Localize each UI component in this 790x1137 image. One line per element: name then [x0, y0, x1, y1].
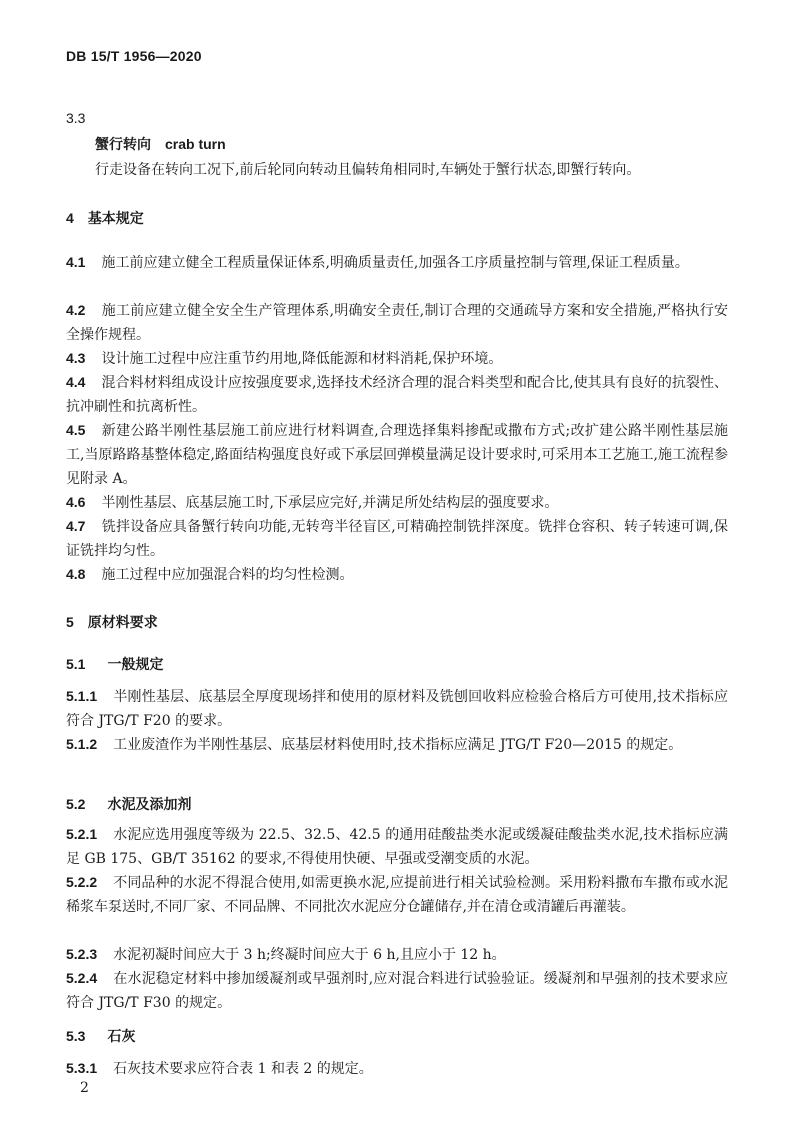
clause-5-2-3 — [66, 942, 728, 967]
clause-number: 5.2.1 — [66, 826, 98, 842]
clause-5-1-1 — [66, 684, 728, 733]
section-title: 石灰 — [107, 1028, 136, 1044]
clause-number: 4.2 — [66, 302, 86, 318]
section-number: 4 — [66, 210, 74, 226]
clause-text: 半刚性基层、底基层施工时,下承层应完好,并满足所处结构层的强度要求。 — [101, 495, 559, 511]
clause-4-4 — [66, 370, 728, 419]
section-5-3-heading — [66, 1024, 728, 1048]
clause-4-1 — [66, 250, 728, 275]
standard-code: DB 15/T 1956—2020 — [66, 48, 202, 64]
clause-4-8 — [66, 562, 728, 587]
section-number: 5.3 — [66, 1028, 86, 1044]
clause-number: 4.3 — [66, 350, 86, 366]
clause-4-7 — [66, 514, 728, 563]
clause-text: 半刚性基层、底基层全厚度现场拌和使用的原材料及铣刨回收料应检验合格后方可使用,技术指标应符合 JTG/T F20 的要求。 — [66, 689, 728, 729]
clause-4-2 — [66, 298, 728, 347]
clause-5-1-2 — [66, 732, 728, 757]
clause-text: 施工前应建立健全工程质量保证体系,明确质量责任,加强各工序质量控制与管理,保证工程质量。 — [101, 255, 689, 271]
clause-5-2-4 — [66, 966, 728, 1015]
section-title: 基本规定 — [87, 210, 144, 226]
clause-number: 5.2.4 — [66, 970, 98, 986]
section-title: 一般规定 — [107, 656, 164, 672]
section-4-heading — [66, 206, 728, 230]
clause-4-3 — [66, 346, 728, 371]
clause-text: 工业废渣作为半刚性基层、底基层材料使用时,技术指标应满足 JTG/T F20—2015 的规定。 — [113, 737, 683, 753]
section-number: 5.1 — [66, 656, 86, 672]
section-number: 5.2 — [66, 796, 86, 812]
term-title-zh: 蟹行转向 — [95, 136, 151, 152]
clause-text: 水泥初凝时间应大于 3 h;终凝时间应大于 6 h,且应小于 12 h。 — [113, 947, 506, 963]
clause-text: 新建公路半刚性基层施工前应进行材料调查,合理选择集料掺配或撒布方式;改扩建公路半刚性基层施工,当原路路基整体稳定,路面结构强度良好或下承层回弹模量满足设计要求时,可采用本工艺施工,施工流程参见附录 A。 — [66, 423, 728, 487]
clause-text: 混合料材料组成设计应按强度要求,选择技术经济合理的混合料类型和配合比,使其具有良好的抗裂性、抗冲刷性和抗离析性。 — [66, 375, 728, 415]
clause-number: 4.8 — [66, 566, 86, 582]
clause-text: 施工前应建立健全安全生产管理体系,明确安全责任,制订合理的交通疏导方案和安全措施,严格执行安全操作规程。 — [66, 303, 728, 343]
page-number: 2 — [80, 1080, 89, 1096]
term-title — [95, 134, 226, 154]
clause-text: 在水泥稳定材料中掺加缓凝剂或早强剂时,应对混合料进行试验验证。缓凝剂和早强剂的技术要求应符合 JTG/T F30 的规定。 — [66, 971, 728, 1011]
clause-number: 4.5 — [66, 422, 86, 438]
clause-text: 石灰技术要求应符合表 1 和表 2 的规定。 — [113, 1061, 373, 1077]
clause-5-3-1 — [66, 1056, 728, 1081]
section-5-heading — [66, 610, 728, 634]
clause-4-5 — [66, 418, 728, 491]
clause-number: 4.4 — [66, 374, 86, 390]
clause-text: 水泥应选用强度等级为 22.5、32.5、42.5 的通用硅酸盐类水泥或缓凝硅酸盐类水泥,技术指标应满足 GB 175、GB/T 35162 的要求,不得使用快硬、早强或受潮变质的水泥。 — [66, 827, 728, 867]
section-title: 原材料要求 — [87, 614, 158, 630]
clause-5-2-2 — [66, 870, 728, 919]
clause-number: 4.6 — [66, 494, 86, 510]
term-title-en: crab turn — [165, 136, 226, 152]
section-5-2-heading — [66, 792, 728, 816]
clause-number: 5.3.1 — [66, 1060, 98, 1076]
clause-number: 4.1 — [66, 254, 86, 270]
term-definition: 行走设备在转向工况下,前后轮同向转动且偏转角相同时,车辆处于蟹行状态,即蟹行转向。 — [95, 162, 641, 178]
clause-number: 5.1.2 — [66, 736, 98, 752]
clause-number: 5.2.2 — [66, 874, 98, 890]
section-number: 5 — [66, 614, 74, 630]
clause-4-6 — [66, 490, 728, 515]
clause-number: 5.1.1 — [66, 688, 98, 704]
clause-text: 施工过程中应加强混合料的均匀性检测。 — [101, 567, 354, 583]
clause-number: 4.7 — [66, 518, 86, 534]
clause-text: 铣拌设备应具备蟹行转向功能,无转弯半径盲区,可精确控制铣拌深度。铣拌仓容积、转子转速可调,保证铣拌均匀性。 — [66, 519, 728, 559]
clause-text: 设计施工过程中应注重节约用地,降低能源和材料消耗,保护环境。 — [101, 351, 503, 367]
section-5-1-heading — [66, 652, 728, 676]
clause-text: 不同品种的水泥不得混合使用,如需更换水泥,应提前进行相关试验检测。采用粉料撒布车撒布或水泥稀浆车泵送时,不同厂家、不同品牌、不同批次水泥应分仓罐储存,并在清仓或清罐后再灌装。 — [66, 875, 728, 915]
term-number: 3.3 — [66, 110, 86, 126]
section-title: 水泥及添加剂 — [107, 796, 192, 812]
clause-number: 5.2.3 — [66, 946, 98, 962]
clause-5-2-1 — [66, 822, 728, 871]
